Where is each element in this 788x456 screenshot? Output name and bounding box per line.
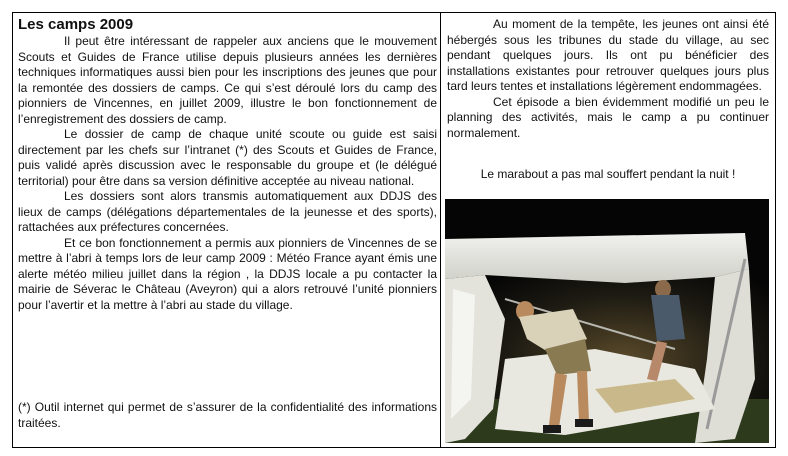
footnote: (*) Outil internet qui permet de s’assurer de la confidentialité des informations traitées.: [18, 400, 437, 430]
paragraph-ddjs: Les dossiers sont alors transmis automatiquement aux DDJS des lieux de camps (délégations départementales de la jeunesse et des sports), rattachées aux préfectures concernées.: [18, 189, 437, 234]
paragraph-tempete: Au moment de la tempête, les jeunes ont ainsi été hébergés sous les tribunes du stade du village, au sec pendant quelques jours. Ils ont pu bénéficier des installations existantes pour retrouver quelques jours plus tard leurs tentes et installations légèrement endommagées.: [447, 17, 769, 93]
paragraph-meteo: Et ce bon fonctionnement a permis aux pionniers de Vincennes de se mettre à l’abri à temps lors de leur camp 2009 : Météo France ayant émis une alerte météo milieu juillet dans la région , la DDJS locale a pu contacter la mairie de Séverac le Château (Aveyron) qui a alors retrouvé l’unité pionniers pour l’avertir et la mettre à l’abri au stade du village.: [18, 235, 437, 312]
paragraph-planning: Cet épisode a bien évidemment modifié un peu le planning des activités, mais le camp a pu continuer normalement.: [447, 94, 769, 140]
right-column: [441, 13, 775, 447]
paragraph-dossier: Le dossier de camp de chaque unité scoute ou guide est saisi directement par les chefs sur l’intranet (*) des Scouts et Guides de France, puis validé après discussion avec le responsable du groupe et (le délégué territorial) pour être dans sa version définitive acceptée au niveau national.: [18, 127, 437, 188]
photo-caption: Le marabout a pas mal souffert pendant la nuit !: [480, 167, 736, 181]
left-column: [13, 13, 441, 447]
newsletter-frame: [12, 12, 776, 448]
damaged-tent-photo: [445, 199, 769, 443]
article-title: Les camps 2009: [18, 16, 134, 33]
paragraph-intro: Il peut être intéressant de rappeler aux anciens que le mouvement Scouts et Guides de France utilise depuis plusieurs années les dernières techniques informatiques aussi bien pour les inscriptions des jeunes que pour la remontée des dossiers de camps. Ce qui s’est déroulé lors du camp des pionniers de Vincennes, en juillet 2009, illustre le bon fonctionnement de l’enregistrement des dossiers de camp.: [18, 34, 437, 126]
